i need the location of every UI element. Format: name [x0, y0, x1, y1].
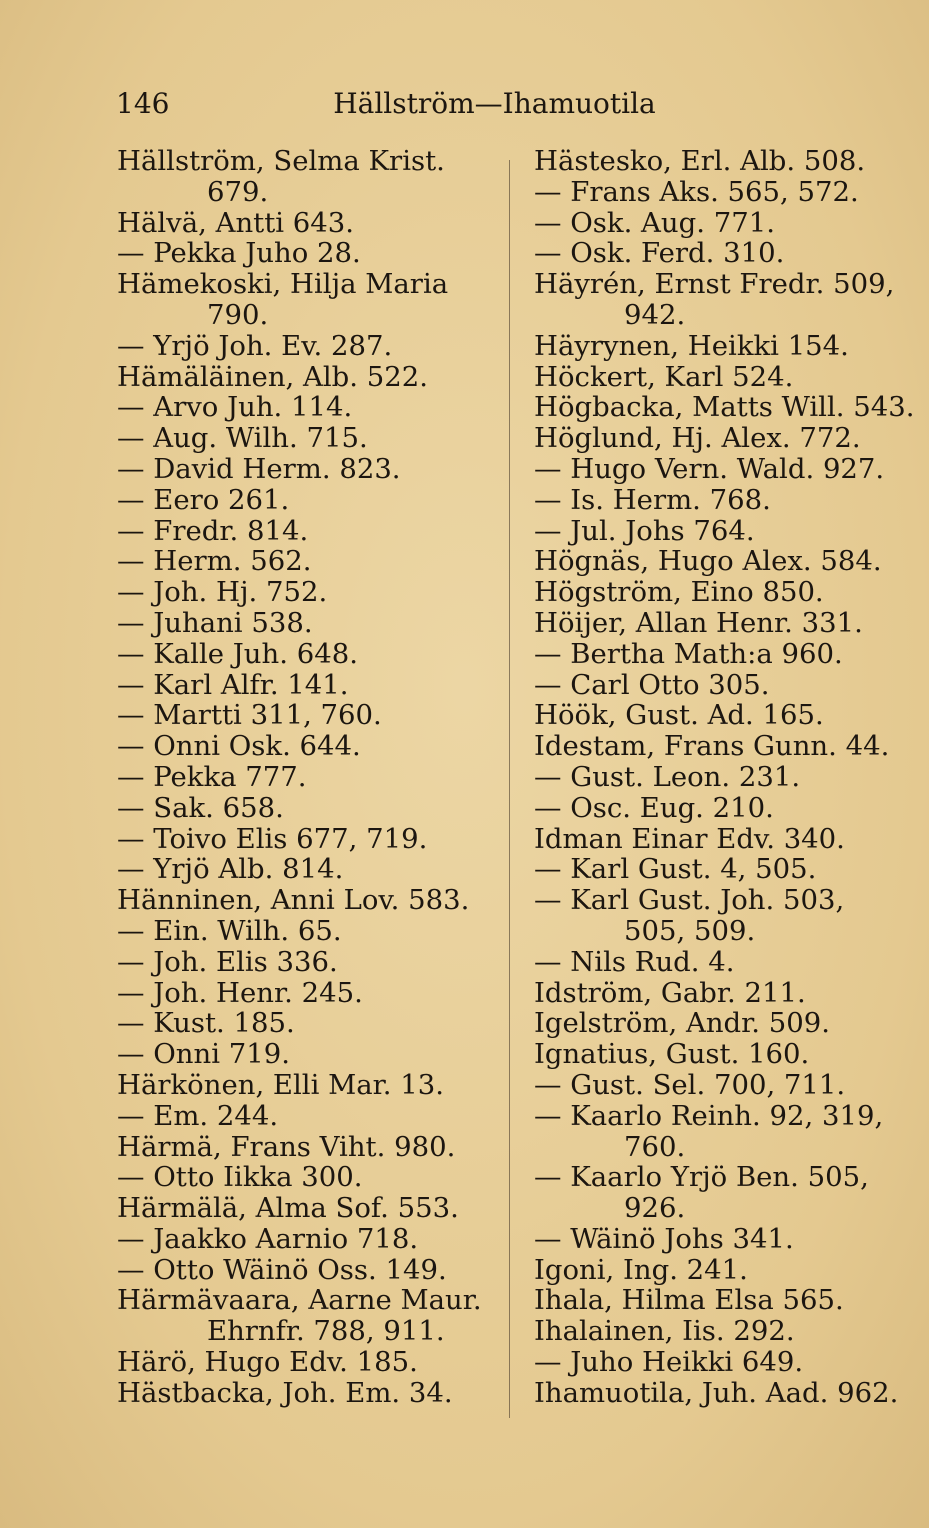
index-entry: Höök, Gust. Ad. 165.: [534, 699, 824, 732]
index-entry: — Otto Wäinö Oss. 149.: [117, 1253, 447, 1286]
index-entry: Igelström, Andr. 509.: [534, 1007, 830, 1040]
index-entry: Ihalainen, Iis. 292.: [534, 1315, 795, 1348]
index-entry: — Martti 311, 760.: [117, 699, 382, 732]
index-entry: — Gust. Sel. 700, 711.: [534, 1068, 846, 1101]
index-entry: Härö, Hugo Edv. 185.: [117, 1346, 418, 1379]
index-entry: — Jul. Johs 764.: [534, 514, 755, 547]
index-entry: — Yrjö Joh. Ev. 287.: [117, 329, 393, 362]
index-entry: Högström, Eino 850.: [534, 576, 824, 609]
index-entry: Idestam, Frans Gunn. 44.: [534, 730, 890, 763]
index-entry: Höijer, Allan Henr. 331.: [534, 606, 863, 639]
index-entry: Hämekoski, Hilja Maria: [117, 268, 449, 301]
index-entry: — Pekka 777.: [117, 760, 307, 793]
index-entry: Ignatius, Gust. 160.: [534, 1038, 810, 1071]
index-column-left: [117, 146, 495, 1409]
index-entry: — Ein. Wilh. 65.: [117, 914, 342, 947]
index-entry: — Yrjö Alb. 814.: [117, 853, 344, 886]
index-entry: — Em. 244.: [117, 1099, 279, 1132]
index-entry: Ihala, Hilma Elsa 565.: [534, 1284, 844, 1317]
index-entry: — Otto Iikka 300.: [117, 1161, 363, 1194]
index-entry: — Carl Otto 305.: [534, 668, 770, 701]
index-entry: — Frans Aks. 565, 572.: [534, 175, 859, 208]
index-entry: Igoni, Ing. 241.: [534, 1253, 748, 1286]
index-entry: 679.: [207, 175, 269, 208]
index-entry: — Aug. Wilh. 715.: [117, 422, 368, 455]
index-entry: Höglund, Hj. Alex. 772.: [534, 422, 861, 455]
index-entry: — Sak. 658.: [117, 791, 284, 824]
index-entry: — Hugo Vern. Wald. 927.: [534, 452, 885, 485]
index-entry: Härkönen, Elli Mar. 13.: [117, 1068, 445, 1101]
index-entry: — Kalle Juh. 648.: [117, 637, 358, 670]
index-entry: — Arvo Juh. 114.: [117, 391, 353, 424]
index-entry: — Eero 261.: [117, 483, 290, 516]
index-entry: — Juho Heikki 649.: [534, 1346, 804, 1379]
index-entry: — Joh. Hj. 752.: [117, 576, 328, 609]
index-entry: 790.: [207, 298, 269, 331]
index-entry: — Karl Gust. Joh. 503,: [534, 884, 845, 917]
index-entry: Idman Einar Edv. 340.: [534, 822, 845, 855]
index-entry: — Wäinö Johs 341.: [534, 1222, 794, 1255]
index-entry: — Kaarlo Reinh. 92, 319,: [534, 1099, 884, 1132]
index-entry: Högnäs, Hugo Alex. 584.: [534, 545, 882, 578]
index-entry: — Karl Gust. 4, 505.: [534, 853, 817, 886]
column-divider: [509, 160, 510, 1418]
index-entry: Hämäläinen, Alb. 522.: [117, 360, 428, 393]
index-entry: — David Herm. 823.: [117, 452, 401, 485]
index-entry: Hälvä, Antti 643.: [117, 206, 355, 239]
index-entry: — Joh. Elis 336.: [117, 945, 338, 978]
index-entry: — Jaakko Aarnio 718.: [117, 1222, 419, 1255]
index-entry: Höckert, Karl 524.: [534, 360, 794, 393]
index-entry: — Bertha Math:a 960.: [534, 637, 843, 670]
index-entry: Häyrynen, Heikki 154.: [534, 329, 849, 362]
index-entry: 760.: [624, 1130, 686, 1163]
page-header: [0, 84, 929, 124]
index-entry: Hästbacka, Joh. Em. 34.: [117, 1376, 453, 1409]
index-entry: — Pekka Juho 28.: [117, 237, 361, 270]
index-entry: — Osk. Ferd. 310.: [534, 237, 785, 270]
index-entry: — Nils Rud. 4.: [534, 945, 735, 978]
index-entry: Hästesko, Erl. Alb. 508.: [534, 145, 866, 177]
page-number: 146: [116, 87, 170, 120]
index-entry: — Is. Herm. 768.: [534, 483, 771, 516]
index-entry: — Kust. 185.: [117, 1007, 295, 1040]
index-entry: — Kaarlo Yrjö Ben. 505,: [534, 1161, 869, 1194]
index-entry: 942.: [624, 298, 686, 331]
running-head: Hällström—Ihamuotila: [333, 87, 656, 120]
index-entry: Häyrén, Ernst Fredr. 509,: [534, 268, 895, 301]
index-entry: Hänninen, Anni Lov. 583.: [117, 884, 470, 917]
index-entry: — Juhani 538.: [117, 606, 313, 639]
index-entry: — Fredr. 814.: [117, 514, 309, 547]
index-entry: Härmälä, Alma Sof. 553.: [117, 1192, 459, 1225]
index-entry: Härmävaara, Aarne Maur.: [117, 1284, 482, 1317]
index-entry: Hällström, Selma Krist.: [117, 145, 445, 177]
index-entry: Härmä, Frans Viht. 980.: [117, 1130, 456, 1163]
index-column-right: [534, 145, 915, 1409]
index-entry: — Onni 719.: [117, 1038, 290, 1071]
index-entry: — Gust. Leon. 231.: [534, 760, 801, 793]
index-entry: — Osc. Eug. 210.: [534, 791, 774, 824]
index-entry: — Osk. Aug. 771.: [534, 206, 775, 239]
index-entry: Ihamuotila, Juh. Aad. 962.: [534, 1376, 899, 1409]
index-entry: Ehrnfr. 788, 911.: [207, 1315, 445, 1348]
index-entry: — Herm. 562.: [117, 545, 312, 578]
index-entry: — Karl Alfr. 141.: [117, 668, 349, 701]
index-entry: 505, 509.: [624, 914, 756, 947]
index-entry: — Toivo Elis 677, 719.: [117, 822, 428, 855]
index-entry: — Onni Osk. 644.: [117, 730, 361, 763]
index-entry: 926.: [624, 1192, 686, 1225]
index-entry: Högbacka, Matts Will. 543.: [534, 391, 915, 424]
index-entry: — Joh. Henr. 245.: [117, 976, 363, 1009]
index-entry: Idström, Gabr. 211.: [534, 976, 806, 1009]
